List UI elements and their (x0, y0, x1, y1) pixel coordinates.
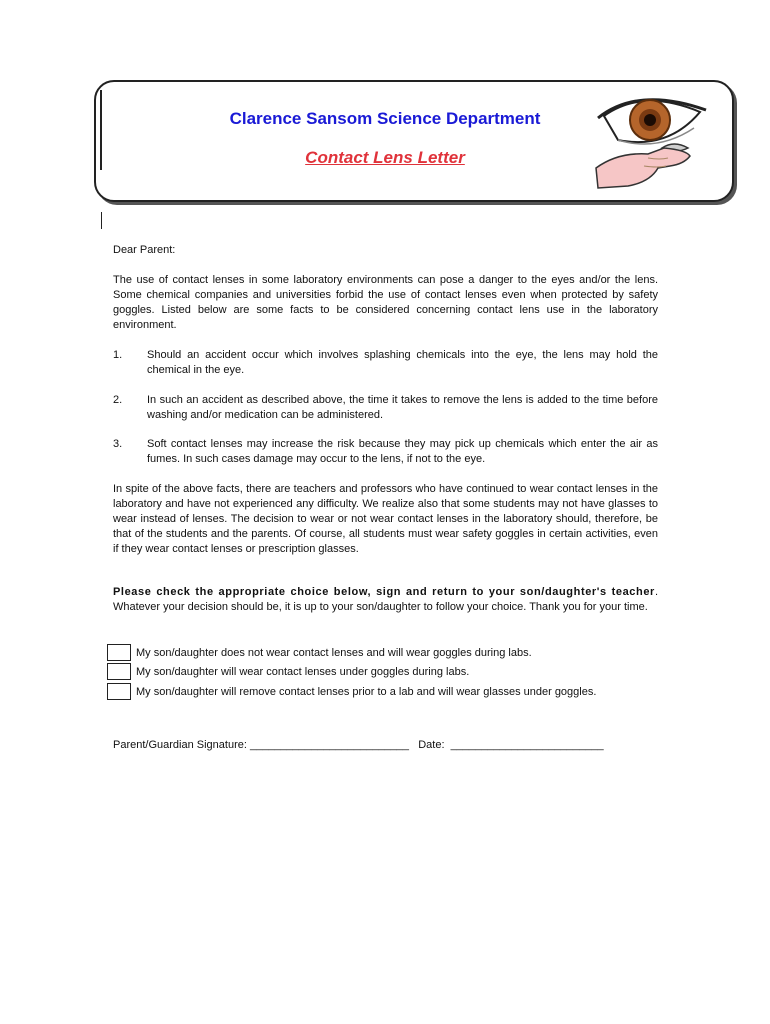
choice-checkbox-remove-lenses[interactable] (107, 683, 131, 700)
instruction-paragraph (113, 585, 658, 615)
fact-item: Soft contact lenses may increase the risk because they may pick up chemicals which enter the air as fumes. In such cases damage may occur to the lens, if not to the eye. (147, 438, 658, 465)
date-label: Date: (418, 739, 445, 751)
date-line[interactable]: _________________________ (450, 739, 604, 751)
instruction-rest: . Whatever your decision should be, it is up to your son/daughter to follow your choice. Thank you for your time. (113, 586, 658, 613)
choice-label-lenses-under-goggles: My son/daughter will wear contact lenses under goggles during labs. (136, 666, 470, 678)
letter-title: Contact Lens Letter (305, 148, 465, 167)
fact-number: 2. (113, 394, 123, 406)
greeting: Dear Parent: (113, 244, 176, 256)
choice-checkbox-no-lenses[interactable] (107, 644, 131, 661)
signature-row (113, 738, 604, 753)
choice-label-no-lenses: My son/daughter does not wear contact lenses and will wear goggles during labs. (136, 647, 532, 659)
choice-checkbox-lenses-under-goggles[interactable] (107, 663, 131, 680)
fact-item: In such an accident as described above, the time it takes to remove the lens is added to the time before washing and/or medication can be administered. (147, 394, 658, 421)
eye-in-hand-icon (588, 88, 718, 196)
spite-paragraph: In spite of the above facts, there are teachers and professors who have continued to wear contact lenses in the laboratory and have not experienced any difficulty. We realize also that some students may not have glasses to wear instead of lenses. The decision to wear or not wear contact lenses in the laboratory should, therefore, be that of the students and the parents. Of course, all students must wear safety goggles in certain activities, even if they wear contact lenses or prescription glasses. (113, 483, 658, 555)
intro-paragraph: The use of contact lenses in some laboratory environments can pose a danger to the eyes and/or the lens. Some chemical companies and universities forbid the use of contact lenses even when protected by safety goggles. Listed below are some facts to be considered concerning contact lens use in the laboratory environment. (113, 274, 658, 331)
choice-label-remove-lenses: My son/daughter will remove contact lenses prior to a lab and will wear glasses under goggles. (136, 686, 597, 698)
fact-number: 3. (113, 438, 123, 450)
text-cursor (101, 212, 102, 229)
header-divider (100, 90, 102, 170)
department-title: Clarence Sansom Science Department (229, 109, 541, 128)
instruction-bold: Please check the appropriate choice below, sign and return to your son/daughter's teacher (113, 586, 655, 598)
fact-item: Should an accident occur which involves splashing chemicals into the eye, the lens may hold the chemical in the eye. (147, 349, 658, 376)
signature-label: Parent/Guardian Signature: (113, 739, 247, 751)
signature-line[interactable]: __________________________ (249, 739, 410, 751)
fact-number: 1. (113, 349, 123, 361)
